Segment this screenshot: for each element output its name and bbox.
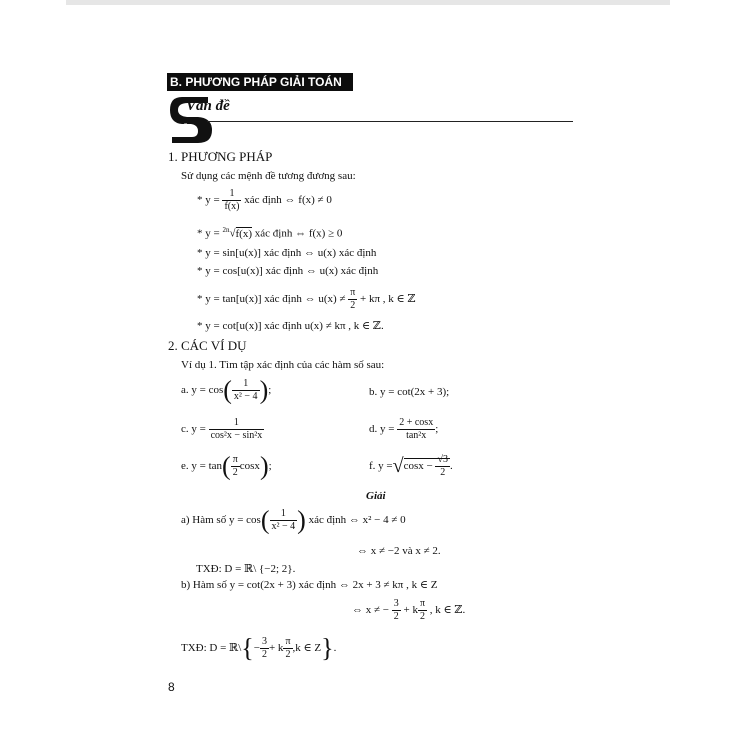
solution-b-domain: TXĐ: D = ℝ\{− $\frac{3}{2}$ + k $\frac{\pi}{2}$ ,k ∈ Z}. bbox=[181, 633, 337, 663]
solution-b-fraction-2: $\frac{\pi}{2}$ bbox=[419, 598, 426, 622]
rule-3: * y = sin[u(x)] xác định ⇔ u(x) xác định bbox=[197, 247, 377, 259]
rule-5: * y = tan[u(x)] xác định ⇔ u(x) ≠ $\frac{\pi}{2}$ + kπ , k ∈ ℤ bbox=[197, 287, 416, 311]
part2-heading: 2. CÁC VÍ DỤ bbox=[168, 338, 247, 353]
example-e: e. y = tan( $\frac{\pi}{2}$ cosx); bbox=[181, 451, 272, 481]
example-c: c. y = $\frac{1}{\text{cos²x − sin²x}}$ bbox=[181, 417, 263, 441]
rule-2: * y = $^{2n}$√f(x) xác định ⇔ f(x) ≥ 0 bbox=[197, 226, 343, 240]
example-d: d. y = $\frac{2 + \cos x}{\text{tan²x}}$ ; bbox=[369, 417, 439, 441]
solution-b: b) Hàm số y = cot(2x + 3) xác định ⇔ 2x + 3 ≠ kπ , k ∈ Z bbox=[181, 579, 438, 591]
example-a: a. y = cos( $\frac{1}{\text{x² − 4}}$ ); bbox=[181, 375, 272, 405]
example-e-fraction: $\frac{\pi}{2}$ bbox=[232, 454, 238, 478]
solution-a-step2: ⇔ x ≠ −2 và x ≠ 2. bbox=[357, 545, 441, 557]
example-f: f. y =√cosx − $\frac{√3}{2}$ . bbox=[369, 454, 453, 478]
problem-number: 1 bbox=[180, 121, 191, 142]
example-a-fraction: $\frac{1}{\text{x² − 4}}$ bbox=[233, 378, 258, 402]
example-d-fraction: $\frac{2 + \cos x}{\text{tan²x}}$ bbox=[399, 417, 434, 441]
problem-label: Vấn đề bbox=[186, 98, 230, 114]
solution-a-fraction: $\frac{1}{\text{x² − 4}}$ bbox=[271, 508, 296, 532]
solution-label: Giải bbox=[366, 490, 386, 502]
solution-b-step2: ⇔ x ≠ − $\frac{3}{2}$ + k $\frac{\pi}{2}$ , k ∈ ℤ. bbox=[352, 598, 466, 622]
example-b: b. y = cot(2x + 3); bbox=[369, 386, 450, 398]
example-c-fraction: $\frac{1}{\text{cos²x − sin²x}}$ bbox=[210, 417, 263, 441]
rule-1-fraction: $\frac{1}{f(x)}$ bbox=[224, 188, 240, 212]
part1-heading: 1. PHƯƠNG PHÁP bbox=[168, 149, 273, 164]
rule-1: * y = $\frac{1}{f(x)}$ xác định ⇔ f(x) ≠ 0 bbox=[197, 188, 332, 212]
heading-rule bbox=[207, 121, 573, 122]
solution-a-domain: TXĐ: D = ℝ\ {−2; 2}. bbox=[196, 563, 296, 575]
section-b-heading: B. PHƯƠNG PHÁP GIẢI TOÁN bbox=[167, 73, 353, 91]
rule-6: * y = cot[u(x)] xác định u(x) ≠ kπ , k ∈ ℤ. bbox=[197, 320, 384, 332]
solution-b-fraction-1: $\frac{3}{2}$ bbox=[393, 598, 399, 622]
domain-fraction-2: $\frac{\pi}{2}$ bbox=[285, 636, 291, 660]
page-number: 8 bbox=[168, 680, 175, 694]
rule-4: * y = cos[u(x)] xác định ⇔ u(x) xác định bbox=[197, 265, 379, 277]
solution-a: a) Hàm số y = cos( $\frac{1}{\text{x² − 4}}$ ) xác định ⇔ x² − 4 ≠ 0 bbox=[181, 505, 406, 535]
rule-5-fraction: $\frac{\pi}{2}$ bbox=[350, 287, 356, 311]
example-f-fraction: $\frac{√3}{2}$ bbox=[437, 454, 448, 478]
domain-fraction-1: $\frac{3}{2}$ bbox=[261, 636, 267, 660]
example-intro: Ví dụ 1. Tìm tập xác định của các hàm số sau: bbox=[181, 359, 385, 371]
part1-intro: Sử dụng các mệnh đề tương đương sau: bbox=[181, 170, 356, 182]
